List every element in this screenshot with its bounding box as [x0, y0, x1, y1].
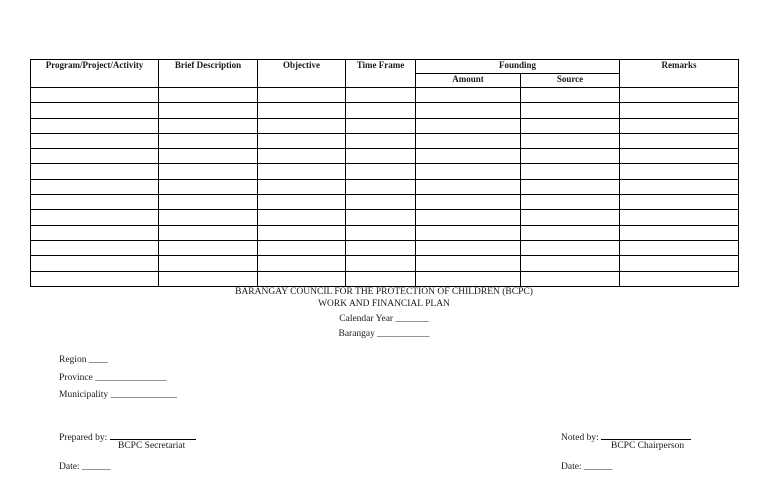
table-cell: [620, 256, 739, 271]
table-cell: [416, 88, 521, 103]
table-cell: [159, 133, 258, 148]
table-cell: [416, 103, 521, 118]
table-cell: [31, 256, 159, 271]
table-cell: [159, 271, 258, 286]
table-cell: [416, 164, 521, 179]
table-cell: [346, 103, 416, 118]
table-cell: [521, 256, 620, 271]
table-cell: [416, 271, 521, 286]
table-cell: [31, 118, 159, 133]
table-cell: [346, 256, 416, 271]
table-cell: [31, 225, 159, 240]
table-cell: [521, 88, 620, 103]
table-cell: [258, 240, 346, 255]
table-cell: [258, 149, 346, 164]
table-cell: [159, 179, 258, 194]
table-cell: [346, 195, 416, 210]
table-cell: [620, 164, 739, 179]
table-cell: [159, 210, 258, 225]
table-row: [31, 210, 739, 225]
table-cell: [346, 225, 416, 240]
table-cell: [258, 195, 346, 210]
table-cell: [620, 195, 739, 210]
table-cell: [258, 133, 346, 148]
table-cell: [258, 179, 346, 194]
table-cell: [416, 179, 521, 194]
table-cell: [416, 133, 521, 148]
table-cell: [258, 164, 346, 179]
table-cell: [31, 271, 159, 286]
table-cell: [346, 164, 416, 179]
noted-role: BCPC Chairperson: [611, 441, 685, 451]
table-cell: [346, 118, 416, 133]
table-cell: [346, 210, 416, 225]
table-cell: [258, 118, 346, 133]
table-cell: [31, 133, 159, 148]
noted-by-label: Noted by:: [561, 433, 599, 443]
header-program: Program/Project/Activity: [31, 60, 159, 88]
table-row: [31, 179, 739, 194]
table-row: [31, 133, 739, 148]
prepared-by-label: Prepared by:: [59, 433, 108, 443]
table-cell: [346, 240, 416, 255]
table-row: [31, 149, 739, 164]
table-cell: [620, 240, 739, 255]
table-cell: [346, 179, 416, 194]
header-funding: Founding: [416, 60, 620, 74]
table-cell: [416, 240, 521, 255]
table-cell: [620, 179, 739, 194]
table-cell: [258, 256, 346, 271]
table-cell: [31, 210, 159, 225]
prepared-signature-line: [110, 431, 196, 440]
table-cell: [521, 133, 620, 148]
table-row: [31, 88, 739, 103]
table-cell: [31, 195, 159, 210]
table-cell: [521, 210, 620, 225]
header-time-frame: Time Frame: [346, 60, 416, 88]
region-field: Region ____: [59, 355, 108, 365]
table-cell: [258, 88, 346, 103]
table-cell: [159, 118, 258, 133]
table-row: [31, 225, 739, 240]
table-row: [31, 271, 739, 286]
table-cell: [521, 225, 620, 240]
table-cell: [620, 118, 739, 133]
table-cell: [31, 149, 159, 164]
table-cell: [416, 225, 521, 240]
table-cell: [31, 240, 159, 255]
table-cell: [31, 164, 159, 179]
header-remarks: Remarks: [620, 60, 739, 88]
table-cell: [521, 149, 620, 164]
table-row: [31, 164, 739, 179]
table-cell: [159, 240, 258, 255]
table-cell: [159, 164, 258, 179]
header-description: Brief Description: [159, 60, 258, 88]
table-cell: [521, 179, 620, 194]
header-source: Source: [521, 74, 620, 88]
table-cell: [159, 88, 258, 103]
header-amount: Amount: [416, 74, 521, 88]
municipality-field: Municipality ______________: [59, 390, 177, 400]
table-cell: [620, 149, 739, 164]
table-cell: [416, 210, 521, 225]
work-financial-plan-table: [30, 59, 739, 287]
table-cell: [159, 256, 258, 271]
header-objective: Objective: [258, 60, 346, 88]
table-cell: [521, 240, 620, 255]
table-cell: [159, 103, 258, 118]
form-title: BARANGAY COUNCIL FOR THE PROTECTION OF CHILDREN (BCPC): [235, 287, 533, 297]
prepared-role: BCPC Secretariat: [118, 441, 186, 451]
table-cell: [521, 103, 620, 118]
table-cell: [521, 195, 620, 210]
table-cell: [159, 149, 258, 164]
table-row: [31, 240, 739, 255]
table-body: [31, 88, 739, 287]
table-cell: [258, 271, 346, 286]
table-cell: [620, 133, 739, 148]
table-cell: [31, 88, 159, 103]
table-cell: [416, 195, 521, 210]
prepared-date-field: Date: ______: [59, 462, 111, 472]
table-cell: [31, 103, 159, 118]
table-row: [31, 118, 739, 133]
table-cell: [620, 271, 739, 286]
province-field: Province _______________: [59, 373, 167, 383]
table-cell: [258, 103, 346, 118]
table-cell: [31, 179, 159, 194]
form-subtitle: WORK AND FINANCIAL PLAN: [318, 299, 450, 309]
table-cell: [521, 164, 620, 179]
table-cell: [346, 133, 416, 148]
table-cell: [521, 271, 620, 286]
table-cell: [346, 149, 416, 164]
table-row: [31, 103, 739, 118]
table-cell: [346, 88, 416, 103]
table-cell: [258, 210, 346, 225]
table-cell: [620, 225, 739, 240]
table-cell: [258, 225, 346, 240]
table-cell: [416, 149, 521, 164]
table-row: [31, 256, 739, 271]
table-cell: [521, 118, 620, 133]
noted-signature-line: [601, 431, 691, 440]
table-cell: [416, 118, 521, 133]
table-cell: [416, 256, 521, 271]
table-cell: [159, 195, 258, 210]
calendar-year-field: Calendar Year _______: [339, 314, 429, 324]
table-cell: [620, 88, 739, 103]
table-cell: [620, 210, 739, 225]
table-cell: [346, 271, 416, 286]
table-cell: [159, 225, 258, 240]
barangay-field: Barangay ___________: [338, 329, 430, 339]
noted-date-field: Date: ______: [561, 462, 613, 472]
table-cell: [620, 103, 739, 118]
table-row: [31, 195, 739, 210]
